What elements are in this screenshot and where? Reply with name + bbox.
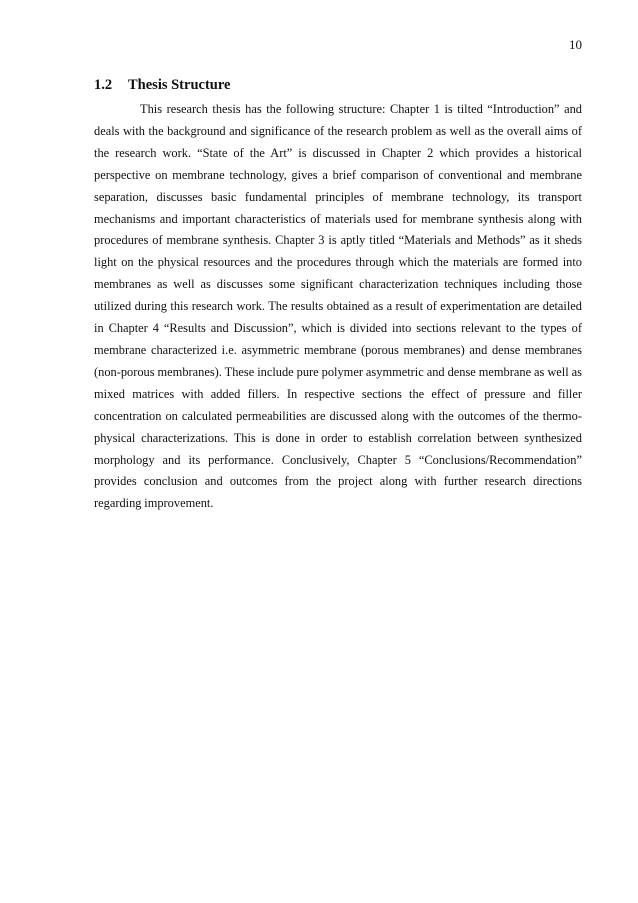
page-number: 10: [569, 37, 582, 52]
section-paragraph: This research thesis has the following structure: Chapter 1 is tilted “Introduction” and deals with the background and significance of the research problem as well as the overall aims of the research work. “State of the Art” is discussed in Chapter 2 which provides a historical perspective on membrane technology, gives a brief comparison of conventional and membrane separation, discusses basic fundamental principles of membrane technology, its transport mechanisms and important characteristics of materials used for membrane synthesis along with procedures of membrane synthesis. Chapter 3 is aptly titled “Materials and Methods” as it sheds light on the physical resources and the procedures through which the materials are formed into membranes as well as discusses some significant characterization techniques including those utilized during this research work. The results obtained as a result of experimentation are detailed in Chapter 4 “Results and Discussion”, which is divided into sections relevant to the types of membrane characterized i.e. asymmetric membrane (porous membranes) and dense membranes (non-porous membranes). These include pure polymer asymmetric and dense membrane as well as mixed matrices with added fillers. In respective sections the effect of pressure and filler concentration on calculated permeabilities are discussed along with the outcomes of the thermo-physical characterizations. This is done in order to establish correlation between synthesized morphology and its performance. Conclusively, Chapter 5 “Conclusions/Recommendation” provides conclusion and outcomes from the project along with further research directions regarding improvement.: [94, 102, 582, 511]
section-number: 1.2: [94, 77, 113, 93]
section-title: Thesis Structure: [128, 77, 231, 93]
section-heading: [94, 76, 230, 94]
